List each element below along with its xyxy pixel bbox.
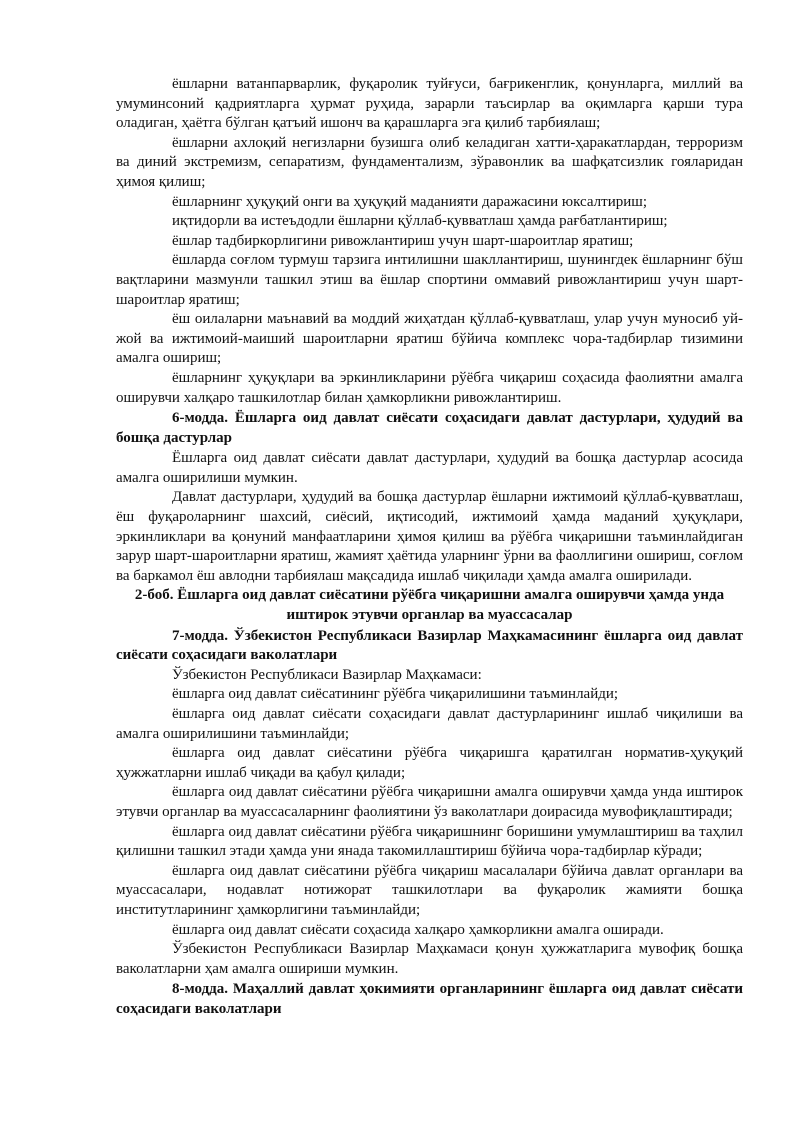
list-item: ёшларга оид давлат сиёсати соҳасида халқаро ҳамкорликни амалга оширади. [172, 921, 664, 938]
list-item: иқтидорли ва истеъдодли ёшларни қўллаб-қувватлаш ҳамда рағбатлантириш; [172, 213, 668, 230]
paragraph: Ўзбекистон Республикаси Вазирлар Маҳкамаси қонун ҳужжатларига мувофиқ бошқа ваколатларни ҳам амалга ошириши мумкин. [116, 941, 743, 977]
paragraph: Ўзбекистон Республикаси Вазирлар Маҳкамаси: [172, 666, 482, 683]
chapter-heading: 2-боб. Ёшларга оид давлат сиёсатини рўёбга чиқаришни амалга оширувчи ҳамда унда иштирок этувчи органлар ва муассасалар [134, 587, 725, 624]
paragraph: Ёшларга оид давлат сиёсати давлат дастурлари, ҳудудий ва бошқа дастурлар асосида амалга оширилиши мумкин. [116, 450, 743, 486]
list-item: ёшларга оид давлат сиёсатини рўёбга чиқариш масалалари бўйича давлат органлари ва муассасалари, нодавлат нотижорат ташкилотлари ва фуқаролик жамияти бошқа институтларининг ҳамкорлигини таъминлайди; [116, 862, 743, 918]
list-item: ёш оилаларни маънавий ва моддий жиҳатдан қўллаб-қувватлаш, улар учун муносиб уй-жой ва ижтимоий-маиший шароитларни яратиш бўйича комплекс чора-тадбирлар тизимини амалга ошириш; [116, 311, 743, 367]
list-item: ёшларни ватанпарварлик, фуқаролик туйғуси, бағрикенглик, қонунларга, миллий ва умуминсоний қадриятларга ҳурмат руҳида, зарарли таъсирлар ва оқимларга қарши тура оладиган, ҳаётга бўлган қатъий ишонч ва қарашларга эга қилиб тарбиялаш; [116, 76, 743, 132]
list-item: ёшларга оид давлат сиёсатини рўёбга чиқаришни амалга оширувчи ҳамда унда иштирок этувчи органлар ва муассасаларнинг фаолиятини ўз ваколатлари доирасида мувофиқлаштиради; [116, 784, 743, 820]
list-item: ёшларда соғлом турмуш тарзига интилишни шакллантириш, шунингдек ёшларнинг бўш вақтларини мазмунли ташкил этиш ва ёшлар спортини оммавий ривожлантириш учун шарт-шароитлар яратиш; [116, 252, 743, 308]
list-item: ёшларга оид давлат сиёсатининг рўёбга чиқарилишини таъминлайди; [172, 686, 619, 703]
paragraph: Давлат дастурлари, ҳудудий ва бошқа дастурлар ёшларни ижтимоий қўллаб-қувватлаш, ёш фуқароларнинг шахсий, сиёсий, иқтисодий, ижтимоий ҳамда маданий ҳуқуқлари, эркинликлари ва қонуний манфаатларини ҳимоя қилиш ва рўёбга чиқаришни таъминлайдиган зарур шарт-шароитларни яратиш, жамият ҳаётида уларнинг ўрни ва фаоллигини ошириш, соғлом ва баркамол ёш авлодни тарбиялаш мақсадида ишлаб чиқилади ҳамда амалга оширилади. [116, 489, 743, 584]
list-item: ёшлар тадбиркорлигини ривожлантириш учун шарт-шароитлар яратиш; [172, 232, 634, 249]
list-item: ёшларнинг ҳуқуқий онги ва ҳуқуқий маданияти даражасини юксалтириш; [172, 193, 647, 210]
article-heading: 7-модда. Ўзбекистон Республикаси Вазирлар Маҳкамасининг ёшларга оид давлат сиёсати соҳасидаги ваколатлари [116, 627, 743, 664]
list-item: ёшларнинг ҳуқуқлари ва эркинликларини рўёбга чиқариш соҳасида фаолиятни амалга оширувчи халқаро ташкилотлар билан ҳамкорликни ривожлантириш. [116, 369, 743, 406]
article-heading: 8-модда. Маҳаллий давлат ҳокимияти органларининг ёшларга оид давлат сиёсати соҳасидаги ваколатлари [116, 981, 743, 1017]
list-item: ёшларга оид давлат сиёсати соҳасидаги давлат дастурларининг ишлаб чиқилиши ва амалга оширилишини таъминлайди; [116, 706, 743, 742]
list-item: ёшларга оид давлат сиёсатини рўёбга чиқаришга қаратилган норматив-ҳуқуқий ҳужжатларни ишлаб чиқади ва қабул қилади; [116, 745, 743, 781]
list-item: ёшларга оид давлат сиёсатини рўёбга чиқаришнинг боришини умумлаштириш ва таҳлил қилишни ташкил этади ҳамда уни янада такомиллаштириш бўйича чора-тадбирлар кўради; [116, 823, 743, 860]
list-item: ёшларни ахлоқий негизларни бузишга олиб келадиган хатти-ҳаракатлардан, терроризм ва диний экстремизм, сепаратизм, фундаментализм, зўравонлик ва шафқатсизлик гояларидан ҳимоя қилиш; [116, 134, 743, 190]
article-heading: 6-модда. Ёшларга оид давлат сиёсати соҳасидаги давлат дастурлари, ҳудудий ва бошқа дастурлар [116, 410, 743, 446]
